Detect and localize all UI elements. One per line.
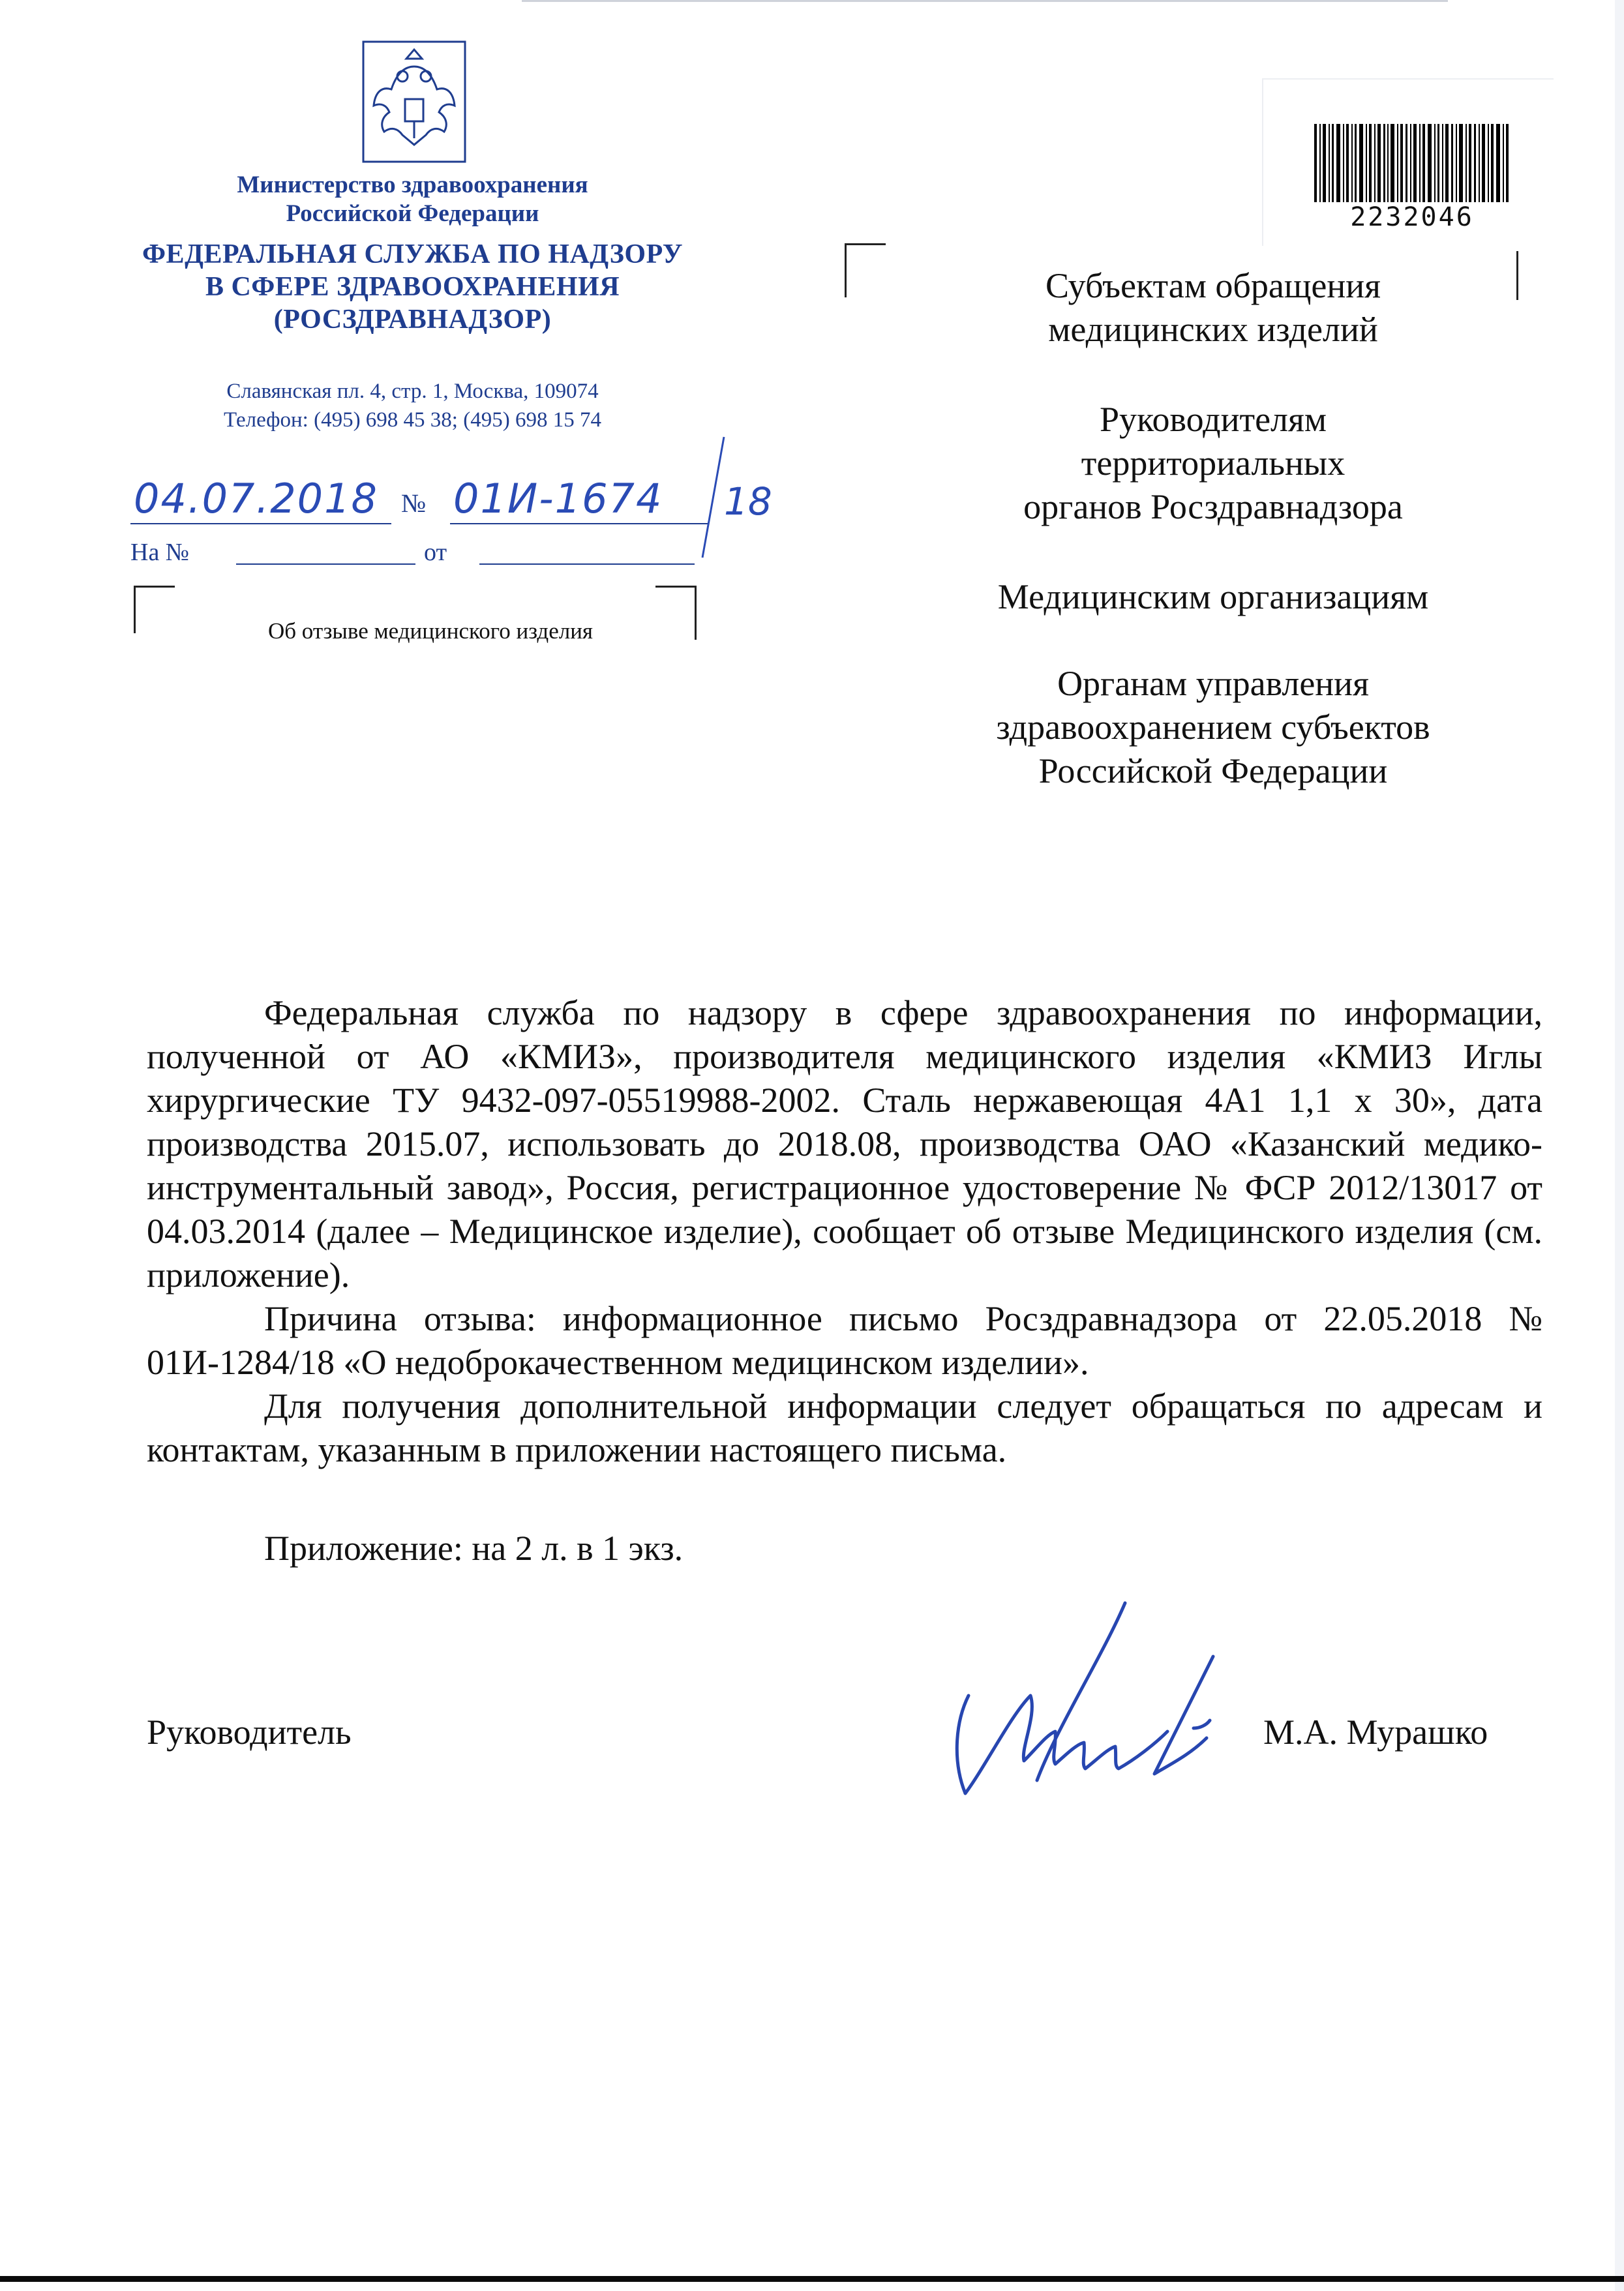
addressee-2-line-1: Руководителям	[1100, 400, 1327, 439]
agency-line-1: ФЕДЕРАЛЬНАЯ СЛУЖБА ПО НАДЗОРУ	[142, 239, 684, 269]
addressee-3	[913, 575, 1513, 619]
addressee-2-line-3: органов Росздравнадзора	[1023, 487, 1403, 526]
scan-edge-right	[1615, 0, 1624, 2291]
addressee-4-line-1: Органам управления	[1057, 664, 1369, 703]
signer-position: Руководитель	[147, 1713, 352, 1752]
addressee-1-line-1: Субъектам обращения	[1045, 266, 1381, 305]
in-reply-label: На №	[130, 539, 190, 566]
addressee-1	[913, 264, 1513, 352]
agency-line-2: В СФЕРЕ ЗДРАВООХРАНЕНИЯ	[205, 272, 620, 302]
in-reply-from-label: от	[424, 539, 447, 566]
addressee-4-line-2: здравоохранением субъектов	[996, 708, 1430, 747]
letter-body	[147, 991, 1542, 1472]
number-sign: №	[401, 488, 427, 518]
ministry-name	[163, 171, 662, 228]
attachment-note: Приложение: на 2 л. в 1 экз.	[264, 1529, 684, 1568]
outgoing-number-suffix: 18	[724, 479, 772, 524]
barcode-icon	[1314, 124, 1510, 202]
address-line: Славянская пл. 4, стр. 1, Москва, 109074	[226, 380, 599, 403]
scan-edge-top	[522, 0, 1448, 2]
letter-subject: Об отзыве медицинского изделия	[267, 618, 594, 644]
agency-address	[163, 377, 662, 434]
barcode-number: 2232046	[1350, 202, 1474, 232]
addressee-4	[913, 662, 1513, 793]
in-reply-date-line	[479, 563, 695, 565]
addressee-3-line-1: Медицинским организациям	[997, 577, 1429, 616]
body-paragraph-2: Причина отзыва: информационное письмо Росздравнадзора от 22.05.2018 № 01И-1284/18 «О недоброкачественном медицинском изделии».	[147, 1299, 1542, 1382]
addressee-bracket-left	[845, 243, 886, 297]
in-reply-number-line	[236, 563, 415, 565]
outgoing-number: 01И-1674	[453, 475, 663, 522]
addressee-2-line-2: территориальных	[1081, 443, 1346, 483]
body-paragraph-1: Федеральная служба по надзору в сфере здравоохранения по информации, полученной от АО «КМИЗ», производителя медицинского изделия «КМИЗ Иглы хирургические ТУ 9432-097-05519988-2002. Сталь нержавеющая 4А1 1,1 х 30», дата производства 2015.07, использовать до 2018.08, производства ОАО «Казанский медико-инструментальный завод», Россия, регистрационное удостоверение № ФСР 2012/13017 от 04.03.2014 (далее – Медицинское изделие), сообщает об отзыве Медицинского изделия (см. приложение).	[147, 993, 1542, 1295]
addressee-4-line-3: Российской Федерации	[1038, 751, 1388, 790]
body-paragraph-3: Для получения дополнительной информации следует обращаться по адресам и контактам, указанным в приложении настоящего письма.	[147, 1386, 1542, 1469]
addressee-2	[913, 398, 1513, 529]
ministry-line-2: Российской Федерации	[286, 200, 539, 227]
handwritten-signature-icon	[939, 1598, 1291, 1826]
phone-line: Телефон: (495) 698 45 38; (495) 698 15 74	[224, 408, 601, 432]
ministry-line-1: Министерство здравоохранения	[237, 172, 588, 198]
agency-name	[124, 238, 701, 336]
addressee-1-line-2: медицинских изделий	[1048, 310, 1378, 349]
subject-bracket-left	[134, 586, 175, 633]
agency-line-3: (РОСЗДРАВНАДЗОР)	[273, 305, 552, 335]
coat-of-arms-icon	[362, 40, 466, 163]
number-underline	[450, 523, 708, 524]
outgoing-date: 04.07.2018	[134, 475, 378, 522]
scan-edge-bottom	[0, 2276, 1624, 2282]
date-underline	[130, 523, 391, 524]
signer-name: М.А. Мурашко	[1263, 1713, 1488, 1752]
